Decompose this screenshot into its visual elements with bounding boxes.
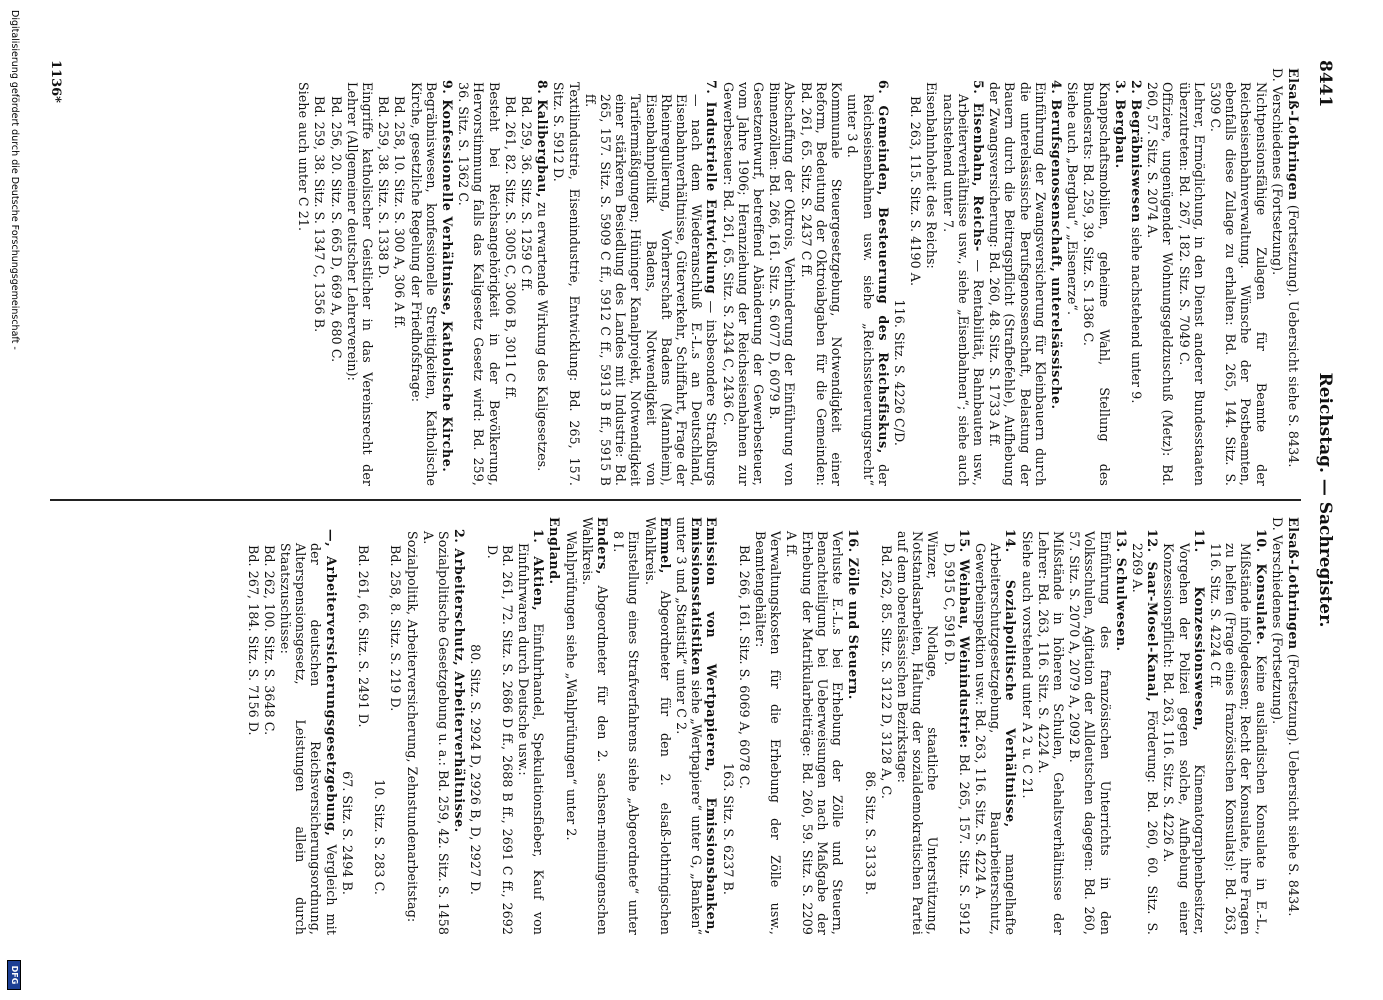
index-entry bbox=[563, 517, 578, 935]
index-entry bbox=[245, 517, 260, 935]
index-entry bbox=[340, 517, 355, 935]
index-entry bbox=[408, 68, 438, 486]
index-entry bbox=[1114, 517, 1129, 935]
index-entry bbox=[1067, 517, 1113, 935]
entry-text: Bd. 265, 157. Sitz. S. 5912 D, 5915 C, 5916 D. bbox=[941, 543, 972, 935]
index-entry bbox=[845, 68, 891, 486]
index-entry bbox=[535, 68, 550, 486]
footer-text: Digitalisierung gefördert durch die Deutsche Forschungsgemeinschaft - bbox=[9, 10, 20, 350]
index-entry bbox=[1130, 517, 1160, 935]
entry-keyword: 9. Konfessionelle Verhältnisse, Katholische Kirche. bbox=[440, 80, 456, 473]
entry-text: Bd. 262, 85. Sitz. S. 3122 D, 3128 A, C. bbox=[878, 545, 894, 799]
index-entry bbox=[642, 517, 672, 935]
column-divider bbox=[50, 499, 1301, 501]
entry-text: (Fortsetzung). Uebersicht siehe S. 8434. bbox=[1286, 649, 1301, 917]
index-entry bbox=[941, 517, 971, 935]
index-entry bbox=[924, 68, 939, 486]
index-entry bbox=[940, 68, 986, 486]
entry-text: 163. Sitz. S. 6237 B. bbox=[720, 763, 736, 895]
page-footer-label: 1136* bbox=[48, 60, 63, 103]
entry-text: Kinematographenbesitzer, Vorgehen der Polizei gegen solche, Aufhebung einer Konzessionspflicht: Bd. 263, 116. Sitz. S. 4226 A. bbox=[1161, 543, 1207, 935]
entry-text: Bd. 259, 38. Sitz. S. 1347 C, 1356 B. bbox=[312, 96, 328, 333]
entry-keyword: —, Arbeiterversicherungsgesetzgebung, bbox=[323, 529, 339, 837]
page-title: Reichstag. — Sachregister. bbox=[1315, 372, 1335, 628]
entry-keyword: 15. Weinbau, Weinindustrie: bbox=[956, 529, 972, 749]
entry-keyword: 4. Berufsgenossenschaft, unterelsässische. bbox=[1048, 80, 1064, 410]
entry-text: Siehe auch vorstehend unter A 2 u. C 21. bbox=[1019, 531, 1035, 799]
index-entry bbox=[737, 517, 752, 935]
index-entry bbox=[1286, 68, 1301, 486]
index-entry bbox=[547, 517, 562, 935]
index-entry bbox=[1270, 68, 1285, 486]
entry-text: Verwaltungskosten für die Erhebung der Zölle usw., Beamtengehälter: bbox=[753, 531, 784, 935]
index-entry bbox=[879, 517, 894, 935]
index-entry bbox=[372, 517, 387, 935]
entry-keyword: England. bbox=[547, 517, 563, 585]
entry-text: 80. Sitz. S. 2924 D, 2926 B, D, 2927 D. bbox=[468, 644, 484, 895]
index-entry bbox=[484, 517, 514, 935]
entry-text: Offiziere, ungenügender Wohnungsgeldzuschuß (Metz): Bd. 260, 57. Sitz. S. 2074 A. bbox=[1145, 82, 1176, 486]
index-entry bbox=[1208, 68, 1269, 486]
index-entry bbox=[516, 517, 546, 935]
entry-text: Förderung: Bd. 260, 60. Sitz. S. 2269 A. bbox=[1129, 543, 1161, 935]
entry-text: Einstellung eines Strafverfahrens siehe „Abgeordnete“ unter 8 I. bbox=[611, 531, 642, 935]
entry-text: Knappschaftsmobilien, geheime Wahl, Stellung des Bundesrats: Bd. 259, 39. Sitz. S. 1386 C. bbox=[1081, 82, 1112, 486]
entry-text: (Fortsetzung). Uebersicht siehe S. 8434. bbox=[1286, 200, 1301, 468]
entry-keyword: Elsaß-Lothringen bbox=[1286, 517, 1301, 650]
entry-text: siehe nachstehend unter 9. bbox=[1128, 222, 1144, 404]
page-header bbox=[1303, 60, 1343, 940]
index-entry bbox=[1036, 517, 1066, 935]
entry-text: Lehrer, Ermöglichung, in den Dienst anderer Bundesstaaten überzutreten: Bd. 267, 182. Sitz. S. 7049 C. bbox=[1176, 82, 1207, 486]
entry-text: 116. Sitz. S. 4226 C/D. bbox=[891, 299, 907, 446]
index-entry bbox=[580, 517, 610, 935]
entry-keyword: 10. Konsulate. bbox=[1253, 529, 1269, 646]
entry-text: Bd. 266, 161. Sitz. S. 6069 A, 6078 C. bbox=[736, 545, 752, 790]
dfg-logo: DFG bbox=[7, 960, 21, 990]
index-entry bbox=[376, 68, 391, 486]
entry-keyword: 2. Begräbniswesen bbox=[1128, 80, 1144, 223]
entry-keyword: 3. Bergbau. bbox=[1112, 80, 1128, 169]
digitization-footer bbox=[0, 0, 28, 1000]
index-entry bbox=[503, 68, 518, 486]
index-entry bbox=[846, 517, 861, 935]
entry-text: Einfuhrhandel, Spekulationsfieber, Kauf von Einfuhrwaren durch Deutsche usw.: bbox=[516, 543, 547, 935]
index-entry bbox=[1145, 68, 1175, 486]
index-entry bbox=[1113, 68, 1128, 486]
entry-text: Verluste E.-L.s bei Erhebung der Zölle und Steuern, Benachteiligung bei Ueberweisungen nach Maßgabe der Erhebung der Matrikularbeiträge: Bd. 260, 59. Sitz. S. 2209 A ff. bbox=[784, 531, 846, 935]
entry-text: Bd. 259, 36. Sitz. S. 1259 C ff. bbox=[519, 96, 535, 292]
entry-text: Keine ausländischen Konsulate in E.-L., Mißstände infolgedessen; Recht der Konsulate, ihre Fragen zu helfen (Frage eines französischen Konsulats): Bd. 263, 116. Sitz. S. 4224 C ff. bbox=[1207, 543, 1269, 935]
index-entry bbox=[753, 517, 783, 935]
entry-text: Abgeordneter für den 2. sachsen-meiningenschen Wahlkreis. bbox=[579, 517, 611, 935]
entry-keyword: 11. Konzessionswesen, bbox=[1191, 529, 1207, 732]
index-entry bbox=[1129, 68, 1144, 486]
entry-text: Bd. 258, 8. Sitz. S. 219 D. bbox=[388, 545, 404, 712]
entry-text: Kommunale Steuergesetzgebung, Notwendigkeit einer Reform, Bedeutung der Oktroiabgaben für die Gemeinden: Bd. 261, 65. Sitz. S. 2437 C ff. bbox=[798, 82, 845, 486]
entry-text: Mißstände in höheren Schulen, Gehaltsverhältnisse der Lehrer: Bd. 263, 116. Sitz. S. 4224 A. bbox=[1035, 531, 1066, 935]
index-entry bbox=[404, 517, 419, 935]
entry-text: Siehe auch unter C 21. bbox=[296, 82, 312, 232]
entry-text: Bd. 256, 20. Sitz. S. 665 D, 669 A, 680 C. bbox=[328, 96, 344, 363]
entry-text: Besteht bei Reichsangehörigkeit in der Bevölkerung, Hervorstimmung falls das Kaligesetz Gesetz wird: Bd. 259, 36. Sitz. S. 1362 C. bbox=[456, 82, 502, 486]
index-entry bbox=[440, 68, 455, 486]
index-entry bbox=[345, 68, 375, 486]
index-entry bbox=[1270, 517, 1285, 935]
entry-keyword: 6. Gemeinden, Besteuerung des Reichsfiskus, bbox=[875, 80, 891, 454]
index-entry bbox=[674, 517, 720, 935]
index-entry bbox=[278, 517, 339, 935]
index-entry bbox=[1049, 68, 1064, 486]
entry-keyword: 1. Aktien, bbox=[531, 529, 547, 612]
index-entry bbox=[862, 517, 877, 935]
entry-text: 10. Sitz. S. 283 C. bbox=[372, 779, 388, 895]
index-entry bbox=[1286, 517, 1301, 935]
entry-text: zu erwartende Wirkung des Kaligesetzes. bbox=[535, 197, 551, 472]
index-entry bbox=[973, 517, 1019, 935]
entry-keyword: 5. Eisenbahn, Reichs- bbox=[970, 80, 986, 252]
entry-text: Sozialpolitik, Arbeiterversicherung, Zehnstundenarbeitstag: bbox=[404, 531, 420, 923]
entry-keyword: 13. Schulwesen. bbox=[1113, 529, 1129, 652]
entry-text: Bd. 261, 72. Sitz. S. 2686 D ff., 2688 B ff., 2691 C ff., 2692 D. bbox=[484, 545, 515, 935]
entry-text: Nichtpensionsfähige Zulagen für Beamte der Reichseisenbahnverwaltung. Wünsche der Postbeamten, ebenfalls diese Zulage zu erhalten: Bd. 265, 144. Sitz. S. 5309 C. bbox=[1207, 82, 1269, 486]
index-entry bbox=[296, 68, 311, 486]
index-entry bbox=[452, 517, 467, 935]
entry-text: Bd. 263, 115. Sitz. S. 4190 A. bbox=[908, 96, 924, 287]
index-entry bbox=[1065, 68, 1080, 486]
entry-keyword: 16. Zölle und Steuern. bbox=[846, 529, 862, 700]
index-entry bbox=[456, 68, 502, 486]
entry-text: Bd. 267, 184. Sitz. S. 7156 D. bbox=[245, 545, 261, 736]
entry-text: Winzer, Notlage, staatliche Unterstützung, Notstandsarbeiten, Haltung der sozialdemokratischen Partei auf dem oberelsässischen Bezirkstage: bbox=[894, 531, 941, 935]
entry-text: Vergleich mit der deutschen Reichsversicherungsordnung, Alterspensionsgesetz, Leistungen allein durch Staatszuschüsse: bbox=[278, 543, 339, 935]
entry-text: Wahlprüfungen siehe „Wahlprüfungen“ unter 2. bbox=[563, 531, 579, 841]
index-entry bbox=[799, 68, 845, 486]
entry-text: — insbesondere Straßburgs — nach dem Wiederanschluß E.-L.s an Deutschland, Eisenbahnverhältnisse, Güterverkehr, Schiffahrt, Frage der Rheinregulierung, Vorherrschaft Badens (Mannheim), Eisenbahnpolitik Badens, Notwendigkeit von Tarifermäßigungen; Hüninger Kanalprojekt, Notwendigkeit einer stärkeren Besiedlung des Landes mit Industrie: Bd. 265, 157. Sitz. S. 5909 C ff., 5912 C ff., 5913 B ff., 5915 B ff. bbox=[582, 94, 720, 486]
right-column bbox=[244, 517, 1301, 935]
entry-text: Gesetzentwurf, betreffend Abänderung der Gewerbesteuer, vom Jahre 1906; Heranziehung der Reichseisenbahnen zur Gewerbesteuer: Bd. 261, 65. Sitz. S. 2434 C, 2436 C. bbox=[720, 82, 767, 486]
entry-keyword: 14. Sozialpolitische Verhältnisse, bbox=[1003, 529, 1019, 828]
entry-text: Bd. 261, 66. Sitz. S. 2491 D. bbox=[356, 545, 372, 728]
entry-text: Bd. 262, 100. Sitz. S. 3648 C. bbox=[261, 545, 277, 736]
index-entry bbox=[392, 68, 407, 486]
index-entry bbox=[1081, 68, 1111, 486]
entry-keyword: Enders, bbox=[595, 517, 611, 575]
entry-keyword: 2. Arbeiterschutz, Arbeiterverhältnisse. bbox=[452, 529, 468, 833]
index-entry bbox=[1176, 68, 1206, 486]
index-entry bbox=[611, 517, 641, 935]
entry-text: Begräbniswesen, konfessionelle Streitigkeiten, Katholische Kirche, gesetzliche Regelung der Friedhofsfrage: bbox=[408, 82, 439, 486]
index-entry bbox=[468, 517, 483, 935]
entry-text: mangelhafte Arbeiterschutzgesetzgebung, Bauarbeiterschutz, Gewerbeinspektion usw.: Bd. 263, 116. Sitz. S. 4224 A. bbox=[972, 543, 1019, 935]
index-entry bbox=[551, 68, 581, 486]
entry-keyword: Elsaß-Lothringen bbox=[1286, 68, 1301, 201]
entry-text: — Rentabilität, Bahnbauten usw., Arbeiterverhältnisse usw., siehe „Eisenbahnen“; siehe auch nachstehend unter 7. bbox=[940, 94, 986, 486]
left-column bbox=[295, 68, 1301, 486]
entry-keyword: 12. Saar-Mosel-Kanal, bbox=[1145, 529, 1161, 703]
index-entry bbox=[519, 68, 534, 486]
entry-text: Eisenbahnhoheit des Reichs: bbox=[924, 82, 940, 269]
index-entry bbox=[583, 68, 720, 486]
index-entry bbox=[720, 68, 766, 486]
index-entry bbox=[892, 68, 907, 486]
index-entry bbox=[356, 517, 371, 935]
index-entry bbox=[767, 68, 797, 486]
entry-text: 86. Sitz. S. 3133 B. bbox=[862, 771, 878, 895]
entry-text: Abschaffung der Oktrois, Verhinderung der Einführung von Binnenzöllen: Bd. 266, 161. Sitz. S. 6077 D, 6079 B. bbox=[767, 82, 798, 486]
index-entry bbox=[720, 517, 735, 935]
entry-text: Abgeordneter für den 2. elsaß-lothringischen Wahlkreis. bbox=[642, 517, 673, 935]
entry-text: siehe „Wertpapiere“ unter G, „Banken“ unter 3 und „Statistik“ unter C 2. bbox=[674, 517, 705, 935]
index-entry bbox=[987, 68, 1048, 486]
entry-text: D. Verschiedenes (Fortsetzung). bbox=[1269, 517, 1285, 725]
index-entry bbox=[312, 68, 327, 486]
index-entry bbox=[895, 517, 941, 935]
entry-text: D. Verschiedenes (Fortsetzung). bbox=[1269, 68, 1285, 276]
entry-text: Bd. 261, 82. Sitz. S. 3005 C, 3006 B, 3011 C ff. bbox=[502, 96, 518, 400]
index-entry bbox=[1019, 517, 1034, 935]
entry-text: 67. Sitz. S. 2494 B. bbox=[339, 771, 355, 895]
entry-text: der Reichseisenbahnen usw. siehe „Reichssteuerungsrecht“ unter 3 d. bbox=[845, 94, 891, 486]
index-entry bbox=[421, 517, 451, 935]
entry-text: Eingriffe katholischer Geistlicher in das Vereinsrecht der Lehrer (Allgemeiner deutscher Lehrerverein): bbox=[344, 82, 376, 486]
entry-text: Textilindustrie, Eisenindustrie, Entwicklung: Bd. 265, 157. Sitz. S. 5912 D. bbox=[551, 82, 582, 486]
entry-keyword: 8. Kalibergbau, bbox=[535, 80, 551, 198]
index-entry bbox=[908, 68, 923, 486]
index-entry bbox=[1161, 517, 1207, 935]
index-entry bbox=[1208, 517, 1269, 935]
entry-keyword: 7. Industrielle Entwicklung bbox=[704, 80, 720, 295]
page-number: 8441 bbox=[1315, 60, 1335, 108]
entry-keyword: Emission von Wertpapieren, Emissionsbanken, Emissionsstatistiken bbox=[689, 517, 720, 935]
entry-text: Sozialpolitische Gesetzgebung u. a.: Bd. 259, 42. Sitz. S. 1458 A. bbox=[420, 531, 452, 935]
entry-text: Einführung der Zwangsversicherung für Kleinbauern durch die unterelsässische Berufsgenossenschaft, Belastung der Bauern durch die Beitragspflicht (Strafbefehle), Aufhebung der Zwangsversicherung: Bd. 260, 48. Sitz. S. 1733 A ff. bbox=[987, 82, 1048, 486]
entry-text: Siehe auch „Bergbau“, „Eisenerze“. bbox=[1065, 82, 1081, 316]
index-entry bbox=[388, 517, 403, 935]
entry-text: Bd. 258, 10. Sitz. S. 300 A, 306 A ff. bbox=[392, 96, 408, 329]
entry-text: Einführung des französischen Unterrichts in den Volksschulen, Agitation der Alldeutschen dagegen: Bd. 260, 57. Sitz. S. 2070 A, 2079 A, 2092 B. bbox=[1067, 531, 1113, 935]
index-entry bbox=[262, 517, 277, 935]
entry-keyword: Emmel, bbox=[657, 517, 673, 575]
index-entry bbox=[328, 68, 343, 486]
index-entry bbox=[784, 517, 845, 935]
entry-text: Bd. 259, 38. Sitz. S. 1338 D. bbox=[376, 96, 392, 279]
